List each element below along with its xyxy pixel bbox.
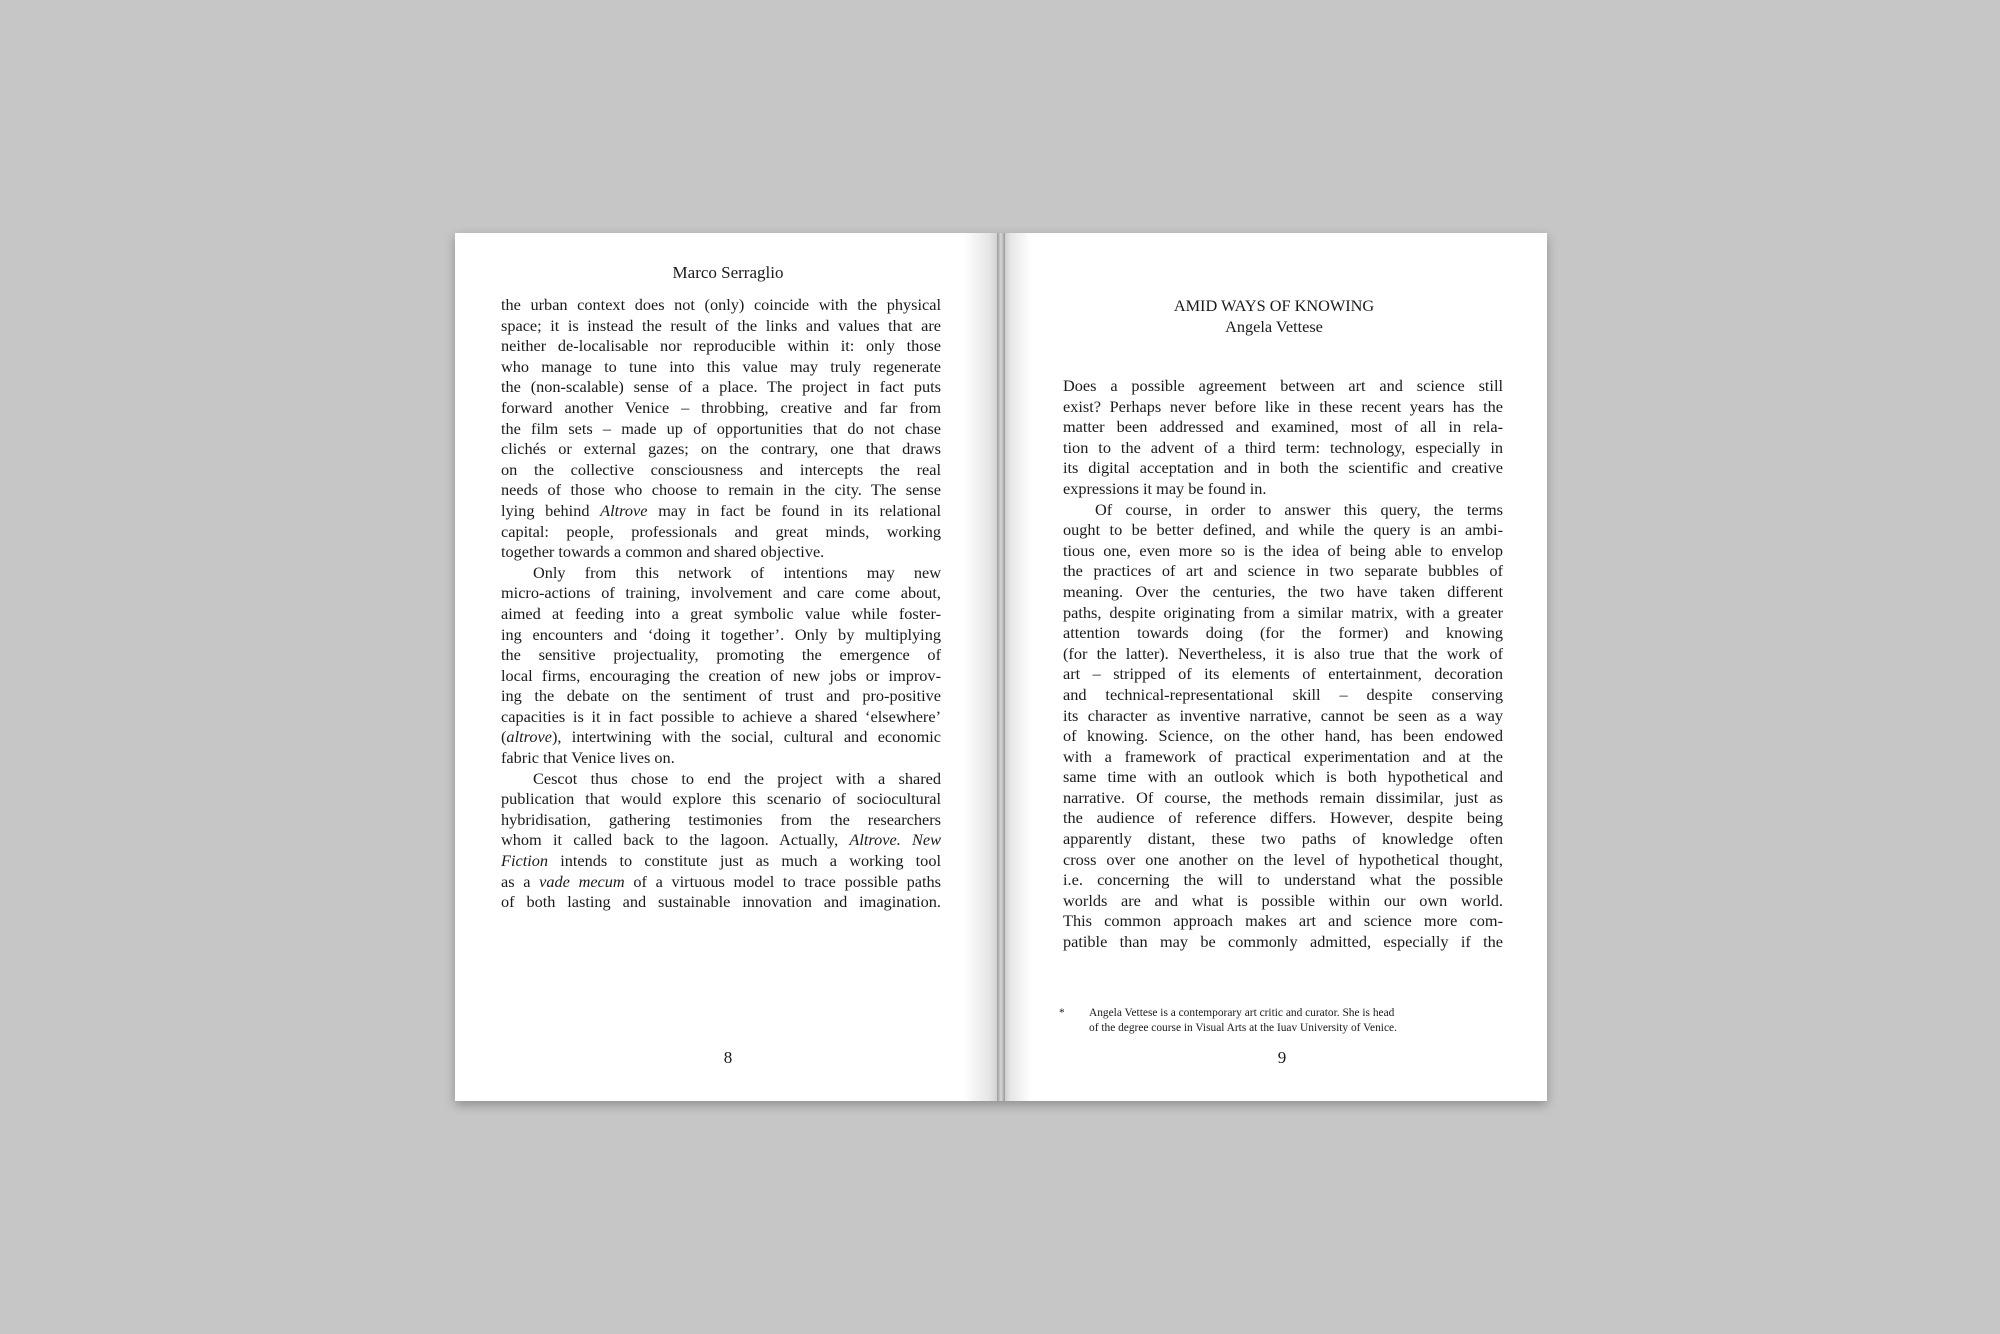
text-line: whom it called back to the lagoon. Actually, Altrove. New: [501, 830, 941, 850]
text-line: publication that would explore this scenario of sociocultural: [501, 789, 941, 809]
text-line: its digital acceptation and in both the scientific and creative: [1063, 458, 1503, 478]
text-line: attention towards doing (for the former) and knowing: [1063, 623, 1503, 643]
text-line: needs of those who choose to remain in the city. The sense: [501, 480, 941, 500]
gutter-shadow: [963, 233, 1001, 1101]
text-line: the sensitive projectuality, promoting the emergence of: [501, 645, 941, 665]
text-line: Of course, in order to answer this query, the terms: [1095, 499, 1503, 519]
text-line: the film sets – made up of opportunities that do not chase: [501, 418, 941, 438]
text-line: the audience of reference differs. However, despite being: [1063, 808, 1503, 828]
text-line: of both lasting and sustainable innovation and imagination.: [501, 892, 941, 912]
text-line: Cescot thus chose to end the project with a shared: [533, 768, 941, 788]
book-spread: [455, 233, 1547, 1101]
text-line: hybridisation, gathering testimonies from the researchers: [501, 809, 941, 829]
left-page: [455, 233, 1001, 1101]
text-line: together towards a common and shared objective.: [501, 542, 825, 562]
text-line: narrative. Of course, the methods remain dissimilar, just as: [1063, 787, 1503, 807]
text-line: the (non-scalable) sense of a place. The project in fact puts: [501, 377, 941, 397]
text-line: apparently distant, these two paths of knowledge often: [1063, 829, 1503, 849]
text-line: ing encounters and ‘doing it together’. Only by multiplying: [501, 624, 941, 644]
page-number: 9: [1277, 1048, 1287, 1067]
text-line: i.e. concerning the will to understand what the possible: [1063, 870, 1503, 890]
footnote: [1059, 1006, 1479, 1036]
text-line: local firms, encouraging the creation of new jobs or improv-: [501, 665, 941, 685]
text-line: tious one, even more so is the idea of being able to envelop: [1063, 540, 1503, 560]
article-heading: [1001, 295, 1547, 337]
text-line: matter been addressed and examined, most of all in rela-: [1063, 417, 1503, 437]
text-line: its character as inventive narrative, cannot be seen as a way: [1063, 705, 1503, 725]
article-author: Angela Vettese: [1225, 317, 1323, 336]
text-line: the practices of art and science in two separate bubbles of: [1063, 561, 1503, 581]
text-line: ought to be better defined, and while the query is an ambi-: [1063, 520, 1503, 540]
text-line: capital: people, professionals and great minds, working: [501, 521, 941, 541]
text-line: cross over one another on the level of hypothetical thought,: [1063, 849, 1503, 869]
text-line: clichés or external gazes; on the contrary, one that draws: [501, 439, 941, 459]
text-line: as a vade mecum of a virtuous model to trace possible paths: [501, 871, 941, 891]
text-line: Fiction intends to constitute just as much a working tool: [501, 851, 941, 871]
text-line: same time with an outlook which is both hypothetical and: [1063, 767, 1503, 787]
right-page: [1001, 233, 1547, 1101]
text-line: space; it is instead the result of the links and values that are: [501, 315, 941, 335]
text-line: the urban context does not (only) coincide with the physical: [501, 295, 941, 314]
left-body-text: [501, 295, 941, 913]
text-line: capacities is it in fact possible to achieve a shared ‘elsewhere’: [501, 706, 941, 726]
text-line: and technical-representational skill – despite conserving: [1063, 684, 1503, 704]
page-number: 8: [723, 1048, 733, 1067]
footnote-mark: *: [1059, 1007, 1065, 1019]
article-title: AMID WAYS OF KNOWING: [1173, 296, 1375, 315]
text-line: of knowing. Science, on the other hand, has been endowed: [1063, 726, 1503, 746]
book-gutter: [997, 233, 1005, 1101]
text-line: expressions it may be found in.: [1063, 478, 1267, 498]
text-line: exist? Perhaps never before like in these recent years has the: [1063, 396, 1503, 416]
footnote-line: of the degree course in Visual Arts at the Iuav University of Venice.: [1089, 1022, 1397, 1034]
text-line: paths, despite originating from a similar matrix, with a greater: [1063, 602, 1503, 622]
text-line: fabric that Venice lives on.: [501, 748, 675, 768]
text-line: who manage to tune into this value may truly regenerate: [501, 356, 941, 376]
footnote-line: Angela Vettese is a contemporary art critic and curator. She is head: [1089, 1007, 1395, 1019]
text-line: with a framework of practical experimentation and at the: [1063, 746, 1503, 766]
text-line: lying behind Altrove may in fact be found in its relational: [501, 500, 942, 520]
text-line: neither de-localisable nor reproducible within it: only those: [501, 336, 941, 356]
gutter-shadow: [1001, 233, 1031, 1101]
text-line: worlds are and what is possible within our own world.: [1063, 890, 1503, 910]
running-head: Marco Serraglio: [672, 263, 784, 282]
text-line: ing the debate on the sentiment of trust and pro-positive: [501, 686, 941, 706]
text-line: tion to the advent of a third term: technology, especially in: [1063, 437, 1503, 457]
text-line: (altrove), intertwining with the social, cultural and economic: [501, 727, 941, 747]
text-line: aimed at feeding into a great symbolic value while foster-: [501, 603, 941, 623]
text-line: Does a possible agreement between art and science still: [1063, 376, 1503, 395]
right-body-text: [1063, 376, 1503, 953]
text-line: on the collective consciousness and intercepts the real: [501, 459, 941, 479]
text-line: (for the latter). Nevertheless, it is also true that the work of: [1063, 643, 1503, 663]
text-line: This common approach makes art and science more com-: [1063, 911, 1503, 931]
text-line: patible than may be commonly admitted, especially if the: [1063, 932, 1503, 952]
text-line: art – stripped of its elements of entertainment, decoration: [1063, 664, 1503, 684]
text-line: meaning. Over the centuries, the two have taken different: [1063, 581, 1503, 601]
text-line: micro-actions of training, involvement and care come about,: [501, 583, 941, 603]
text-line: Only from this network of intentions may new: [533, 562, 941, 582]
text-line: forward another Venice – throbbing, creative and far from: [501, 397, 941, 417]
